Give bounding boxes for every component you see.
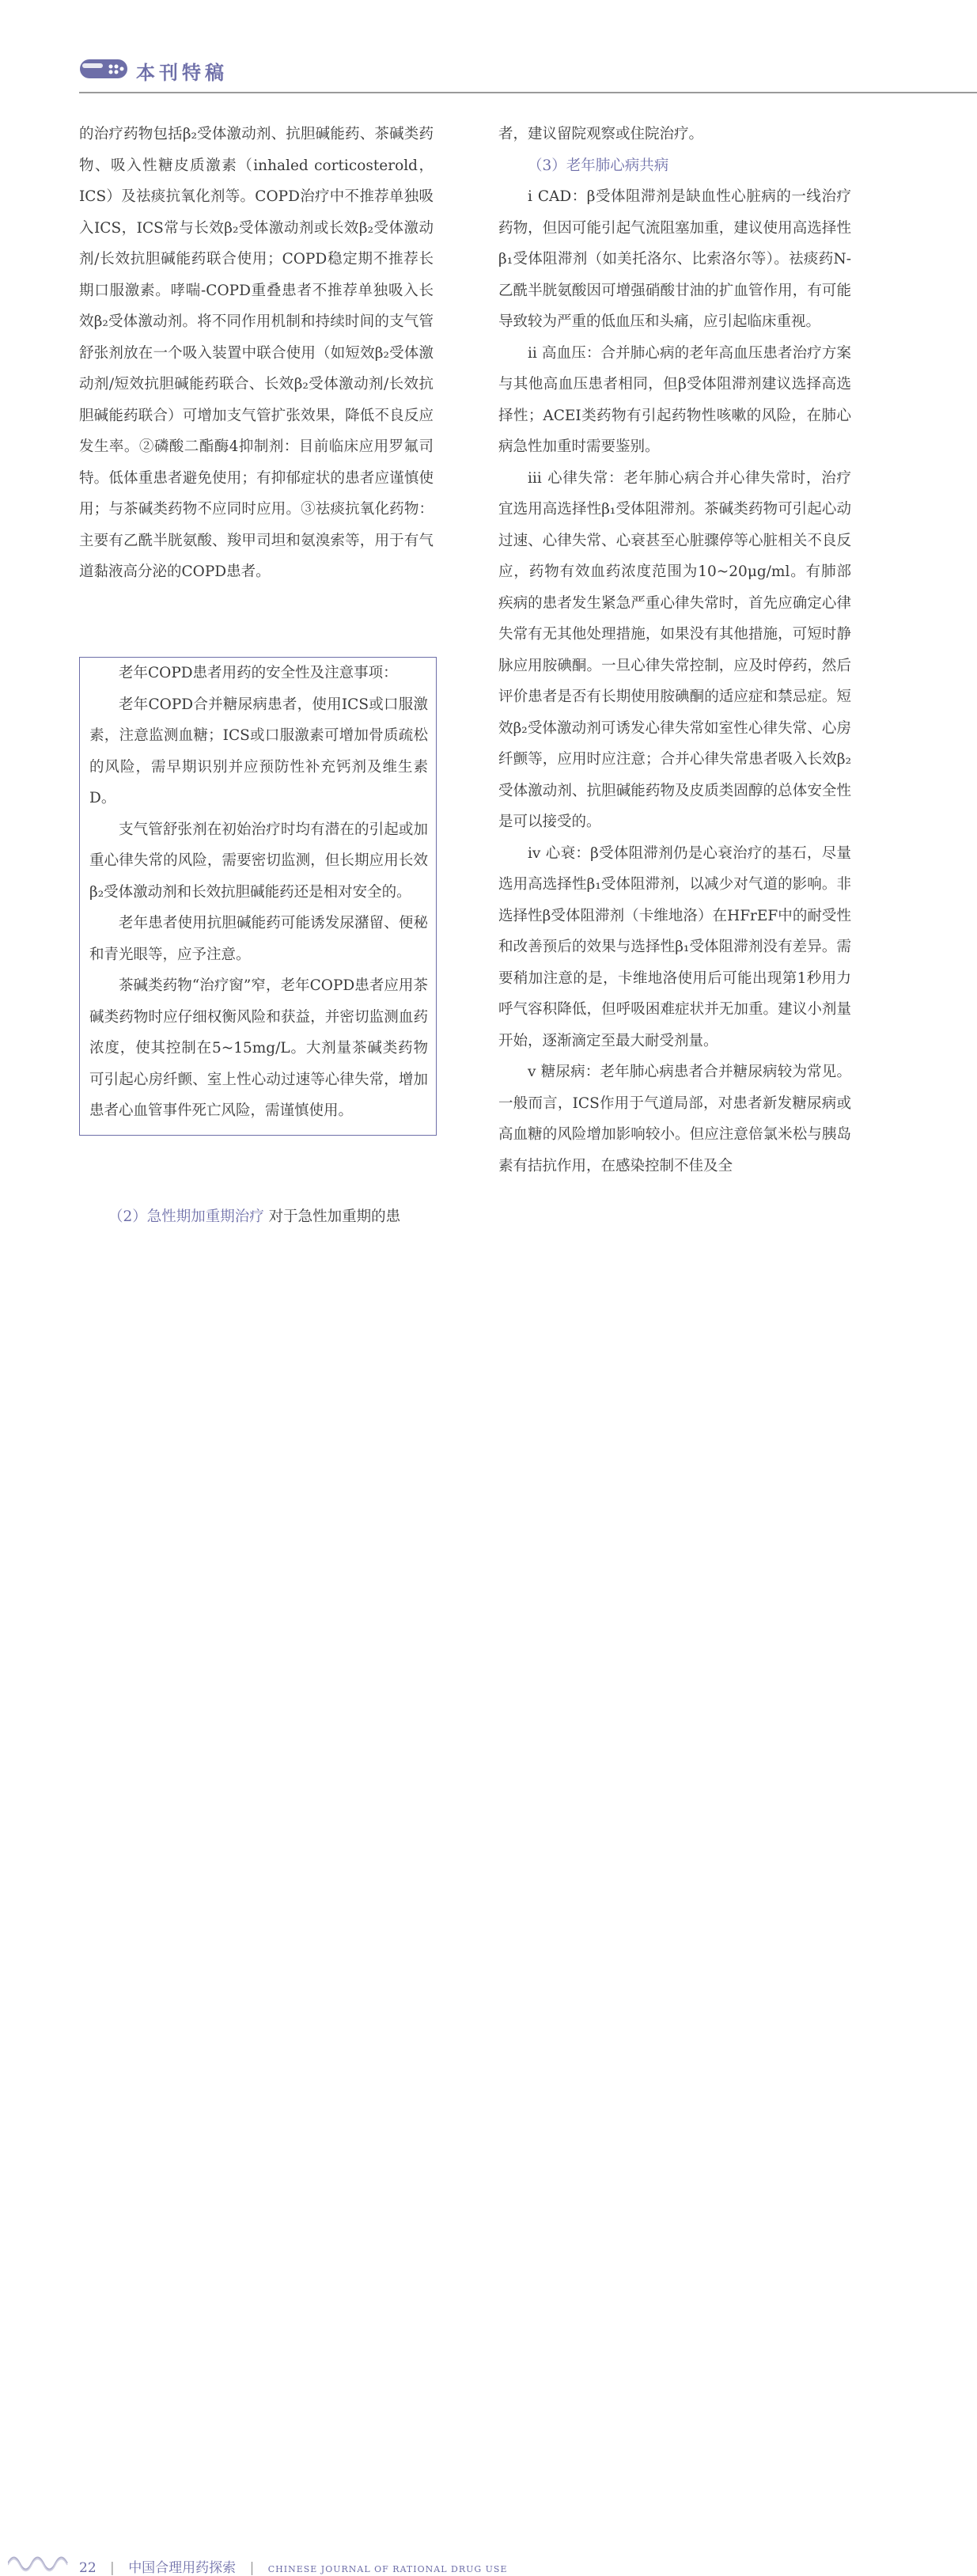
cad-paragraph: ⅰ CAD：β受体阻滞剂是缺血性心脏病的一线治疗药物，但因可能引起气流阻塞加重，建议使用高选择性β₁受体阻滞剂（如美托洛尔、比索洛尔等）。祛痰药N-乙酰半胱氨酸因可增强硝酸甘油的扩血管作用，有可能导致较为严重的低血压和头痛，应引起临床重视。: [498, 188, 851, 330]
safety-notes-box: [79, 657, 437, 1136]
wave-ornament-icon: [8, 2554, 71, 2573]
comorbidity-heading: （3）老年肺心病共病: [528, 157, 669, 174]
diabetes-paragraph: ⅴ 糖尿病：老年肺心病患者合并糖尿病较为常见。一般而言，ICS作用于气道局部，对患者新发糖尿病或高血糖的风险增加影响较小。但应注意倍氯米松与胰岛素有拮抗作用，在感染控制不佳及全: [498, 1064, 851, 1174]
journal-logo-icon: [79, 59, 128, 79]
page-footer: [0, 1274, 977, 2576]
heart-failure-paragraph: ⅳ 心衰：β受体阻滞剂仍是心衰治疗的基石，尽量选用高选择性β₁受体阻滞剂，以减少对气道的影响。非选择性β受体阻滞剂（卡维地洛）在HFrEF中的耐受性和改善预后的效果与选择性β₁受体阻滞剂没有差异。需要稍加注意的是，卡维地洛使用后可能出现第1秒用力呼气容积降低，但呼吸困难症状并无加重。建议小剂量开始，逐渐滴定至最大耐受剂量。: [498, 844, 851, 1049]
right-column: [498, 119, 851, 1182]
page-number: 22: [79, 2560, 97, 2576]
journal-name-cn: 中国合理用药探索: [128, 2560, 237, 2576]
box-paragraph-1: 老年COPD合并糖尿病患者，使用ICS或口服激素，注意监测血糖；ICS或口服激素可增加骨质疏松的风险，需早期识别并应预防性补充钙剂及维生素D。: [89, 696, 428, 806]
footer-text: [79, 2556, 508, 2576]
box-paragraph-4: 茶碱类药物“治疗窗”窄，老年COPD患者应用茶碱类药物时应仔细权衡风险和获益，并密切监测血药浓度，使其控制在5~15mg/L。大剂量茶碱类药物可引起心房纤颤、室上性心动过速等心律失常，增加患者心血管事件死亡风险，需谨慎使用。: [89, 977, 428, 1119]
box-paragraph-2: 支气管舒张剂在初始治疗时均有潜在的引起或加重心律失常的风险，需要密切监测，但长期应用长效β₂受体激动剂和长效抗胆碱能药还是相对安全的。: [89, 821, 428, 901]
right-paragraph-0: 者，建议留院观察或住院治疗。: [498, 126, 704, 142]
footer-separator: |: [249, 2560, 255, 2576]
left-column: [79, 119, 434, 588]
acute-exacerbation-section: [79, 1201, 434, 1233]
section-title: 本刊特稿: [136, 61, 228, 84]
journal-name-en: CHINESE JOURNAL OF RATIONAL DRUG USE: [267, 2564, 508, 2574]
footer-separator: |: [110, 2560, 115, 2576]
box-title: 老年COPD患者用药的安全性及注意事项：: [119, 665, 398, 681]
acute-exacerbation-text: 对于急性加重期的患: [268, 1208, 401, 1225]
page-header: [0, 0, 977, 95]
hypertension-paragraph: ⅱ 高血压：合并肺心病的老年高血压患者治疗方案与其他高血压患者相同，但β受体阻滞剂建议选择高选择性；ACEI类药物有引起药物性咳嗽的风险，在肺心病急性加重时需要鉴别。: [498, 344, 851, 455]
left-paragraph-1: 的治疗药物包括β₂受体激动剂、抗胆碱能药、茶碱类药物、吸入性糖皮质激素（inhaled corticosterold，ICS）及祛痰抗氧化剂等。COPD治疗中不推荐单独吸入ICS，ICS常与长效β₂受体激动剂或长效β₂受体激动剂/长效抗胆碱能药联合使用；COPD稳定期不推荐长期口服激素。哮喘-COPD重叠患者不推荐单独吸入长效β₂受体激动剂。将不同作用机制和持续时间的支气管舒张剂放在一个吸入装置中联合使用（如短效β₂受体激动剂/短效抗胆碱能药联合、长效β₂受体激动剂/长效抗胆碱能药联合）可增加支气管扩张效果，降低不良反应发生率。②磷酸二酯酶4抑制剂：目前临床应用罗氟司特。低体重患者避免使用；有抑郁症状的患者应谨慎使用；与茶碱类药物不应同时应用。③祛痰抗氧化药物：主要有乙酰半胱氨酸、羧甲司坦和氨溴索等，用于有气道黏液高分泌的COPD患者。: [79, 126, 434, 580]
acute-exacerbation-heading: （2）急性期加重期治疗: [108, 1208, 264, 1225]
box-paragraph-3: 老年患者使用抗胆碱能药可能诱发尿潴留、便秘和青光眼等，应予注意。: [89, 915, 428, 963]
header-divider: [79, 92, 977, 93]
arrhythmia-paragraph: ⅲ 心律失常：老年肺心病合并心律失常时，治疗宜选用高选择性β₁受体阻滞剂。茶碱类药物可引起心动过速、心律失常、心衰甚至心脏骤停等心脏相关不良反应，药物有效血药浓度范围为10~20μg/ml。有肺部疾病的患者发生紧急严重心律失常时，首先应确定心律失常有无其他处理措施，如果没有其他措施，可短时静脉应用胺碘酮。一旦心律失常控制，应及时停药，然后评价患者是否有长期使用胺碘酮的适应症和禁忌症。短效β₂受体激动剂可诱发心律失常如室性心律失常、心房纤颤等，应用时应注意；合并心律失常患者吸入长效β₂受体激动剂、抗胆碱能药物及皮质类固醇的总体安全性是可以接受的。: [498, 469, 851, 830]
